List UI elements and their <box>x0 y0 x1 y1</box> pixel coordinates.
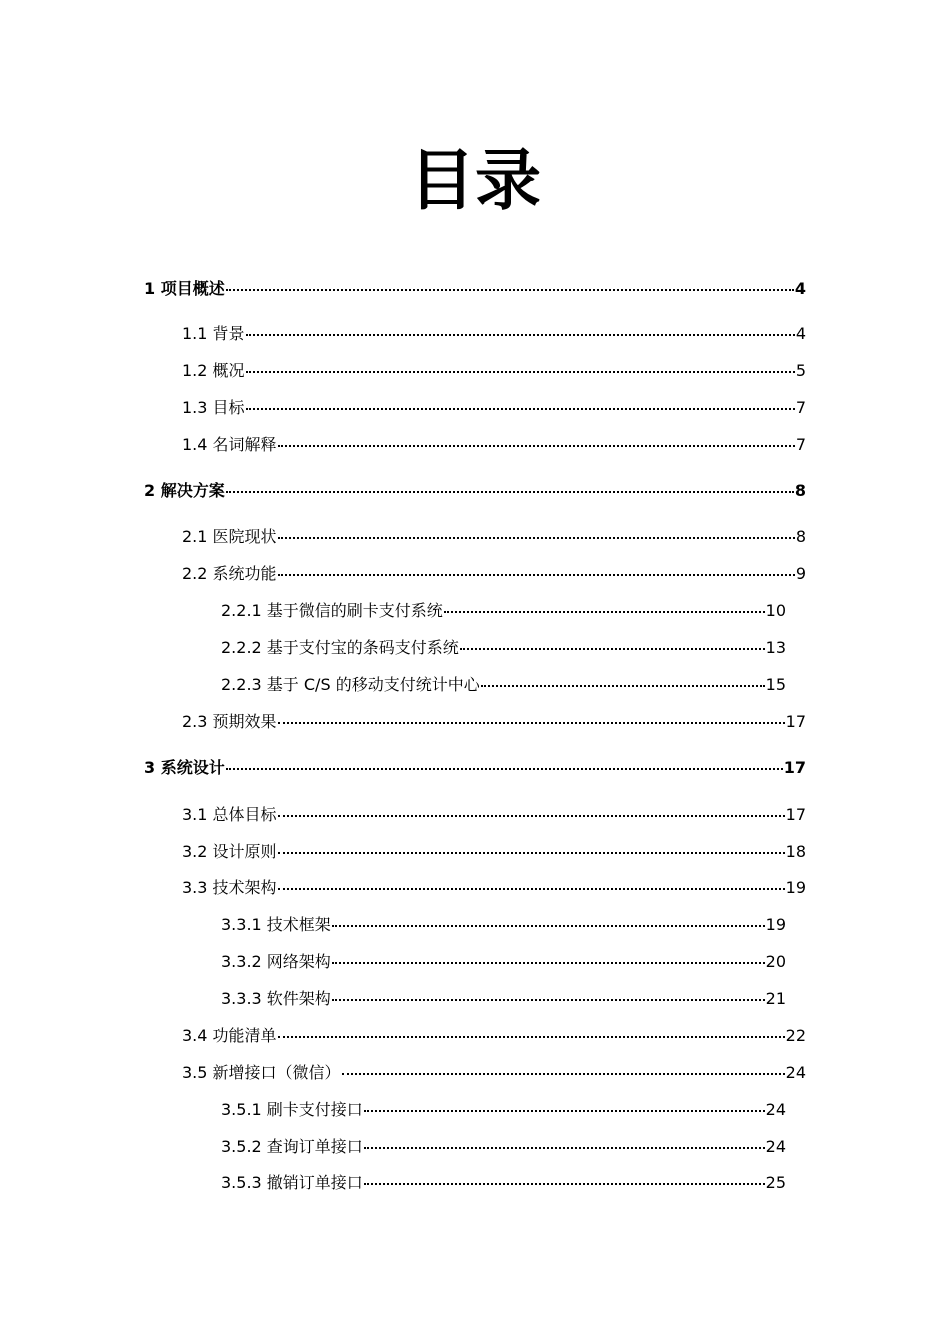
toc-entry-page-number: 24 <box>785 1063 806 1082</box>
dot-leader <box>226 768 783 770</box>
toc-entry-page-number: 8 <box>795 527 806 546</box>
dot-leader <box>332 962 765 964</box>
toc-entry-title: 技术框架 <box>266 915 331 934</box>
dot-leader <box>481 685 765 687</box>
toc-entry[interactable] <box>182 804 806 826</box>
toc-entry-number: 2 <box>144 481 161 500</box>
dot-leader <box>364 1110 765 1112</box>
toc-entry[interactable] <box>221 600 786 622</box>
toc-entry-page-number: 22 <box>785 1026 806 1045</box>
toc-entry-page-number: 24 <box>765 1100 786 1119</box>
toc-entry-number: 3.2 <box>182 842 213 861</box>
dot-leader <box>246 408 795 410</box>
dot-leader <box>332 999 765 1001</box>
dot-leader <box>278 815 785 817</box>
toc-entry-number: 3.5 <box>182 1063 213 1082</box>
toc-entry-number: 3.3.1 <box>221 915 267 934</box>
toc-entry[interactable] <box>182 323 806 345</box>
toc-entry-page-number: 18 <box>785 842 806 861</box>
dot-leader <box>278 852 785 854</box>
toc-entry[interactable] <box>182 397 806 419</box>
toc-entry[interactable] <box>182 434 806 456</box>
toc-entry-title: 预期效果 <box>212 712 277 731</box>
toc-entry-title: 基于 C/S 的移动支付统计中心 <box>266 675 480 694</box>
toc-entry-title: 系统设计 <box>160 758 225 777</box>
toc-entry-number: 3.5.1 <box>221 1100 267 1119</box>
dot-leader <box>364 1183 765 1185</box>
toc-entry-number: 2.2 <box>182 564 213 583</box>
toc-entry[interactable] <box>182 360 806 382</box>
toc-entry-title: 基于微信的刷卡支付系统 <box>266 601 443 620</box>
toc-entry-number: 3.3.2 <box>221 952 267 971</box>
toc-entry-page-number: 10 <box>765 601 786 620</box>
page-title: 目录 <box>409 141 541 219</box>
dot-leader <box>246 371 795 373</box>
toc-entry-page-number: 7 <box>795 435 806 454</box>
dot-leader <box>342 1073 785 1075</box>
toc-entry-page-number: 8 <box>794 481 806 500</box>
toc-entry-number: 1.2 <box>182 361 213 380</box>
toc-entry-title: 概况 <box>212 361 245 380</box>
toc-entry-number: 2.2.3 <box>221 675 267 694</box>
toc-entry-number: 3.3.3 <box>221 989 267 1008</box>
toc-entry-title: 网络架构 <box>266 952 331 971</box>
toc-entry-page-number: 20 <box>765 952 786 971</box>
toc-entry-title: 软件架构 <box>266 989 331 1008</box>
toc-entry-page-number: 25 <box>765 1173 786 1192</box>
toc-entry[interactable] <box>144 480 806 502</box>
dot-leader <box>246 334 795 336</box>
toc-entry-title: 总体目标 <box>212 805 277 824</box>
toc-entry[interactable] <box>221 1136 786 1158</box>
toc-entry[interactable] <box>221 951 786 973</box>
toc-entry[interactable] <box>182 877 806 899</box>
toc-entry[interactable] <box>182 711 806 733</box>
toc-entry[interactable] <box>144 757 806 779</box>
toc-entry[interactable] <box>221 914 786 936</box>
toc-entry-title: 系统功能 <box>212 564 277 583</box>
toc-entry-title: 项目概述 <box>160 279 225 298</box>
toc-entry-page-number: 17 <box>783 758 806 777</box>
dot-leader <box>278 445 795 447</box>
toc-entry-page-number: 15 <box>765 675 786 694</box>
dot-leader <box>278 1036 785 1038</box>
toc-entry-number: 3.5.3 <box>221 1173 267 1192</box>
toc-entry-title: 新增接口（微信） <box>212 1063 341 1082</box>
toc-entry-number: 2.2.2 <box>221 638 267 657</box>
dot-leader <box>364 1147 765 1149</box>
toc-entry[interactable] <box>182 1025 806 1047</box>
toc-entry-title: 医院现状 <box>212 527 277 546</box>
toc-entry-page-number: 4 <box>794 279 806 298</box>
dot-leader <box>226 491 794 493</box>
toc-entry-page-number: 21 <box>765 989 786 1008</box>
toc-entry-page-number: 24 <box>765 1137 786 1156</box>
toc-entry[interactable] <box>221 674 786 696</box>
dot-leader <box>226 289 794 291</box>
toc-entry-title: 背景 <box>212 324 245 343</box>
toc-entry-title: 基于支付宝的条码支付系统 <box>266 638 459 657</box>
dot-leader <box>444 611 765 613</box>
toc-entry-number: 3.4 <box>182 1026 213 1045</box>
toc-entry[interactable] <box>144 278 806 300</box>
toc-entry-title: 目标 <box>212 398 245 417</box>
toc-entry-page-number: 4 <box>795 324 806 343</box>
dot-leader <box>278 537 795 539</box>
toc-entry-title: 名词解释 <box>212 435 277 454</box>
toc-entry-page-number: 17 <box>785 805 806 824</box>
toc-entry-number: 1.3 <box>182 398 213 417</box>
toc-entry-number: 3.5.2 <box>221 1137 267 1156</box>
toc-entry-number: 3 <box>144 758 161 777</box>
toc-entry-page-number: 13 <box>765 638 786 657</box>
toc-entry-page-number: 19 <box>765 915 786 934</box>
toc-entry[interactable] <box>221 637 786 659</box>
toc-entry-title: 刷卡支付接口 <box>266 1100 363 1119</box>
toc-entry-number: 2.2.1 <box>221 601 267 620</box>
toc-entry-page-number: 9 <box>795 564 806 583</box>
dot-leader <box>278 722 785 724</box>
toc-entry[interactable] <box>182 841 806 863</box>
toc-entry-number: 3.3 <box>182 878 213 897</box>
toc-entry-page-number: 19 <box>785 878 806 897</box>
toc-entry-title: 撤销订单接口 <box>266 1173 363 1192</box>
toc-entry-number: 1 <box>144 279 161 298</box>
toc-entry[interactable] <box>221 1172 786 1194</box>
toc-entry[interactable] <box>182 526 806 548</box>
toc-entry-number: 3.1 <box>182 805 213 824</box>
toc-entry-title: 设计原则 <box>212 842 277 861</box>
toc-entry-number: 1.4 <box>182 435 213 454</box>
toc-entry[interactable] <box>221 1099 786 1121</box>
dot-leader <box>460 648 765 650</box>
toc-entry-title: 功能清单 <box>212 1026 277 1045</box>
toc-entry-page-number: 7 <box>795 398 806 417</box>
dot-leader <box>332 925 765 927</box>
toc-entry-title: 技术架构 <box>212 878 277 897</box>
toc-entry-page-number: 17 <box>785 712 806 731</box>
toc-entry[interactable] <box>182 563 806 585</box>
toc-entry-number: 1.1 <box>182 324 213 343</box>
toc-entry-title: 解决方案 <box>160 481 225 500</box>
toc-entry-title: 查询订单接口 <box>266 1137 363 1156</box>
dot-leader <box>278 574 795 576</box>
toc-entry-number: 2.3 <box>182 712 213 731</box>
toc-entry[interactable] <box>182 1062 806 1084</box>
toc-entry[interactable] <box>221 988 786 1010</box>
dot-leader <box>278 888 785 890</box>
toc-entry-page-number: 5 <box>795 361 806 380</box>
toc-entry-number: 2.1 <box>182 527 213 546</box>
